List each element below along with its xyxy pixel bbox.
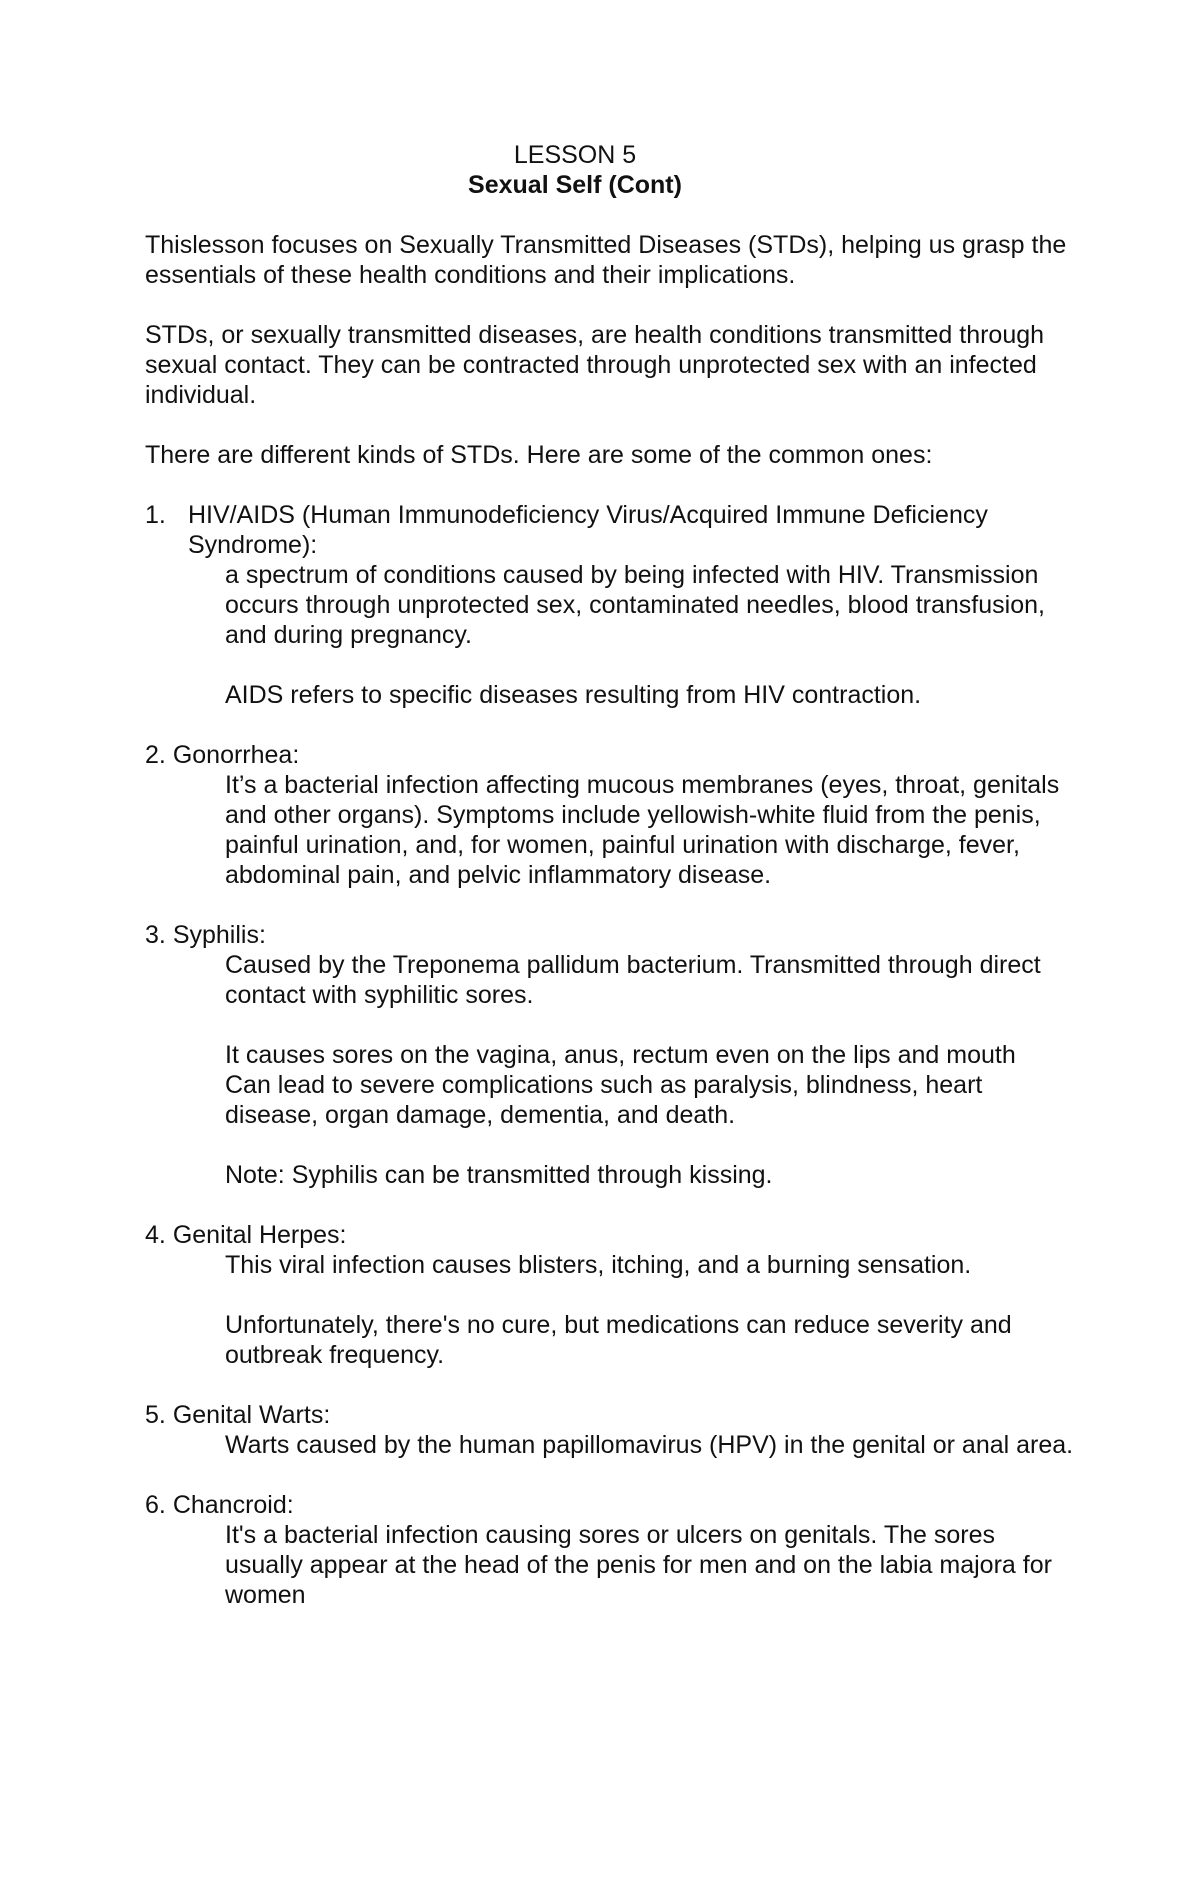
definition-paragraph: STDs, or sexually transmitted diseases, are health conditions transmitted through sexual contact. They can be contracted through unprotected sex with an infected individual. [145,321,1045,409]
item-number: 6. [145,1491,166,1519]
list-item-hiv-aids [145,500,1075,710]
item-paragraph: This viral infection causes blisters, itching, and a burning sensation. [225,1251,972,1279]
item-paragraph: AIDS refers to specific diseases resulting from HIV contraction. [225,681,922,709]
item-paragraph: It’s a bacterial infection affecting mucous membranes (eyes, throat, genitals and other organs). Symptoms include yellowish-white fluid from the penis, painful urination, and, for women, painful urination with discharge, fever, abdominal pain, and pelvic inflammatory disease. [225,771,1060,889]
item-title: Syphilis: [172,921,266,949]
item-paragraph: Can lead to severe complications such as paralysis, blindness, heart disease, organ damage, dementia, and death. [225,1071,983,1129]
item-paragraph: Unfortunately, there's no cure, but medications can reduce severity and outbreak frequency. [225,1311,1012,1369]
item-body [145,950,1075,1190]
item-number: 5. [145,1401,166,1429]
list-item-chancroid [145,1490,1075,1610]
item-paragraph: It causes sores on the vagina, anus, rectum even on the lips and mouth [225,1041,1016,1069]
item-title: Genital Herpes: [172,1221,347,1249]
item-body [145,770,1075,890]
item-paragraph: It's a bacterial infection causing sores or ulcers on genitals. The sores usually appear at the head of the penis for men and on the labia majora for women [225,1521,1052,1609]
item-number: 4. [145,1221,166,1249]
item-title: Chancroid: [172,1491,294,1519]
item-paragraph: a spectrum of conditions caused by being infected with HIV. Transmission occurs through unprotected sex, contaminated needles, blood transfusion, and during pregnancy. [225,561,1045,649]
item-body [145,1430,1075,1460]
item-note: Note: Syphilis can be transmitted through kissing. [225,1161,773,1189]
lesson-title: Sexual Self (Cont) [468,171,682,199]
item-paragraph: Caused by the Treponema pallidum bacterium. Transmitted through direct contact with syphilitic sores. [225,951,1041,1009]
document-page [145,140,1075,1640]
item-title: HIV/AIDS (Human Immunodeficiency Virus/Acquired Immune Deficiency Syndrome): [188,501,988,559]
item-paragraph: Warts caused by the human papillomavirus (HPV) in the genital or anal area. [225,1431,1074,1459]
list-intro-paragraph: There are different kinds of STDs. Here are some of the common ones: [145,441,933,469]
intro-paragraph: Thislesson focuses on Sexually Transmitted Diseases (STDs), helping us grasp the essentials of these health conditions and their implications. [145,231,1067,289]
lesson-label: LESSON 5 [513,141,637,169]
item-heading [145,500,1075,560]
item-number: 3. [145,921,166,949]
title-block [145,140,1005,200]
item-number: 2. [145,741,166,769]
list-item-genital-warts [145,1400,1075,1460]
item-body [145,1520,1075,1610]
item-heading [145,920,1075,950]
item-heading [145,1400,1075,1430]
std-list [145,500,1075,1610]
list-item-syphilis [145,920,1075,1190]
item-body [145,560,1075,710]
item-heading [145,740,1075,770]
item-heading [145,1490,1075,1520]
item-title: Genital Warts: [172,1401,331,1429]
list-item-genital-herpes [145,1220,1075,1370]
item-heading [145,1220,1075,1250]
item-title: Gonorrhea: [172,741,300,769]
item-body [145,1250,1075,1370]
list-item-gonorrhea [145,740,1075,890]
item-number: 1. [145,501,166,529]
